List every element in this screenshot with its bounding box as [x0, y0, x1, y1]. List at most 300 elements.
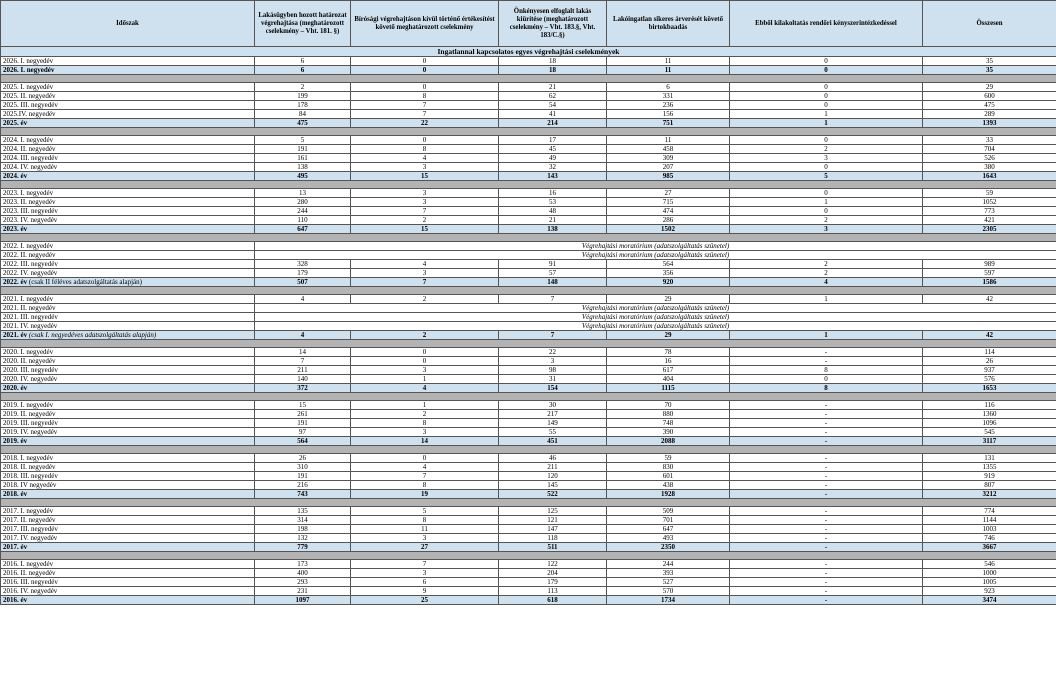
value-cell: 0	[351, 454, 499, 463]
value-cell: 7	[255, 357, 351, 366]
value-cell: 138	[255, 163, 351, 172]
period-label: 2024. IV. negyedév	[1, 163, 255, 172]
separator-cell	[1, 287, 1056, 295]
header-occupied-flat: Önkényesen elfoglalt lakás kiürítése (meghatározott cselekmény – Vht. 183.§, Vht. 183/C.§)	[499, 1, 607, 47]
value-cell: -	[730, 534, 923, 543]
value-cell: 8	[351, 145, 499, 154]
table-row	[1, 534, 1056, 543]
total-value-cell: 1643	[923, 172, 1056, 181]
value-cell: -	[730, 401, 923, 410]
table-row	[1, 304, 1056, 313]
value-cell: 161	[255, 154, 351, 163]
value-cell: 2	[730, 216, 923, 225]
total-label-cell	[1, 437, 255, 446]
table-row	[1, 587, 1056, 596]
total-value-cell: 779	[255, 543, 351, 552]
value-cell: 647	[607, 525, 730, 534]
value-cell: 715	[607, 198, 730, 207]
value-cell: 564	[607, 260, 730, 269]
total-label: 2021. év	[3, 331, 28, 339]
value-cell: 0	[730, 57, 923, 66]
value-cell: 244	[607, 560, 730, 569]
period-label: 2019. IV. negyedév	[1, 428, 255, 437]
total-value-cell: 511	[499, 543, 607, 552]
value-cell: 404	[607, 375, 730, 384]
value-cell: 328	[255, 260, 351, 269]
total-value-cell: 154	[499, 384, 607, 393]
total-label-cell	[1, 225, 255, 234]
value-cell: 179	[255, 269, 351, 278]
period-label: 2026. I. negyedév	[1, 57, 255, 66]
table-row	[1, 410, 1056, 419]
separator-cell	[1, 234, 1056, 242]
value-cell: 62	[499, 92, 607, 101]
period-label: 2016. III. negyedév	[1, 578, 255, 587]
value-cell: 989	[923, 260, 1056, 269]
total-value-cell: 19	[351, 490, 499, 499]
table-row	[1, 454, 1056, 463]
value-cell: 31	[499, 375, 607, 384]
value-cell: 773	[923, 207, 1056, 216]
total-label: 2019. év	[3, 437, 28, 445]
value-cell: 2	[351, 410, 499, 419]
table-row	[1, 560, 1056, 569]
total-value-cell: -	[730, 490, 923, 499]
total-row	[1, 596, 1056, 605]
value-cell: 26	[255, 454, 351, 463]
table-row	[1, 375, 1056, 384]
value-cell: -	[730, 428, 923, 437]
separator-row	[1, 446, 1056, 454]
period-label: 2020. I. negyedév	[1, 348, 255, 357]
period-label: 2018. I. negyedév	[1, 454, 255, 463]
value-cell: 937	[923, 366, 1056, 375]
total-label-cell	[1, 596, 255, 605]
total-value-cell: 27	[351, 543, 499, 552]
value-cell: -	[730, 348, 923, 357]
total-value-cell: 495	[255, 172, 351, 181]
value-cell: 18	[499, 57, 607, 66]
value-cell: 178	[255, 101, 351, 110]
value-cell: 173	[255, 560, 351, 569]
value-cell: 53	[499, 198, 607, 207]
value-cell: 3	[351, 198, 499, 207]
value-cell: 923	[923, 587, 1056, 596]
total-value-cell: 2	[351, 331, 499, 340]
table-row	[1, 463, 1056, 472]
value-cell: 1360	[923, 410, 1056, 419]
value-cell: 0	[730, 92, 923, 101]
total-value-cell: 3667	[923, 543, 1056, 552]
total-value-cell: 751	[607, 119, 730, 128]
value-cell: 1355	[923, 463, 1056, 472]
total-value-cell: 214	[499, 119, 607, 128]
total-value-cell: 2088	[607, 437, 730, 446]
total-value-cell: 372	[255, 384, 351, 393]
total-value-cell: 3212	[923, 490, 1056, 499]
value-cell: 22	[499, 348, 607, 357]
value-cell: -	[730, 587, 923, 596]
table-row	[1, 481, 1056, 490]
value-cell: 4	[351, 463, 499, 472]
table-row	[1, 419, 1056, 428]
total-value-cell: 0	[351, 66, 499, 75]
period-label: 2021. III. negyedév	[1, 313, 255, 322]
period-label: 2019. III. negyedév	[1, 419, 255, 428]
total-label: 2022. év	[3, 278, 28, 286]
total-label: 2023. év	[3, 225, 28, 233]
total-label: 2026. I. negyedév	[3, 66, 55, 74]
moratorium-note: Végrehajtási moratórium (adatszolgáltatás szünetel)	[255, 304, 1056, 313]
value-cell: 576	[923, 375, 1056, 384]
value-cell: -	[730, 454, 923, 463]
value-cell: 29	[923, 83, 1056, 92]
value-cell: -	[730, 472, 923, 481]
value-cell: 1	[351, 401, 499, 410]
value-cell: 546	[923, 560, 1056, 569]
value-cell: 217	[499, 410, 607, 419]
total-row	[1, 490, 1056, 499]
total-value-cell: 3	[730, 225, 923, 234]
value-cell: 231	[255, 587, 351, 596]
total-value-cell: 2350	[607, 543, 730, 552]
period-label: 2020. II. negyedév	[1, 357, 255, 366]
total-value-cell: 5	[730, 172, 923, 181]
value-cell: 1052	[923, 198, 1056, 207]
total-row	[1, 225, 1056, 234]
period-label: 2021. I. negyedév	[1, 295, 255, 304]
value-cell: 244	[255, 207, 351, 216]
value-cell: 3	[351, 534, 499, 543]
value-cell: 199	[255, 92, 351, 101]
value-cell: 8	[351, 516, 499, 525]
period-label: 2024. I. negyedév	[1, 136, 255, 145]
value-cell: 97	[255, 428, 351, 437]
table-row	[1, 313, 1056, 322]
value-cell: 46	[499, 454, 607, 463]
separator-cell	[1, 446, 1056, 454]
value-cell: -	[730, 516, 923, 525]
separator-row	[1, 234, 1056, 242]
value-cell: 774	[923, 507, 1056, 516]
total-value-cell: 507	[255, 278, 351, 287]
table-row	[1, 269, 1056, 278]
value-cell: 45	[499, 145, 607, 154]
value-cell: 147	[499, 525, 607, 534]
period-label: 2024. III. negyedév	[1, 154, 255, 163]
period-label: 2017. IV. negyedév	[1, 534, 255, 543]
total-value-cell: 4	[730, 278, 923, 287]
period-label: 2025.IV. negyedév	[1, 110, 255, 119]
separator-row	[1, 552, 1056, 560]
total-value-cell: 3474	[923, 596, 1056, 605]
value-cell: 2	[730, 260, 923, 269]
value-cell: 30	[499, 401, 607, 410]
total-label-note: (csak II féléves adatszolgáltatás alapján)	[27, 278, 142, 286]
value-cell: 6	[351, 578, 499, 587]
table-row	[1, 348, 1056, 357]
period-label: 2019. I. negyedév	[1, 401, 255, 410]
total-value-cell: 7	[499, 331, 607, 340]
separator-row	[1, 340, 1056, 348]
header-outside-court: Bírósági végrehajtáson kívül történő értékesítést követő meghatározott cselekmény	[351, 1, 499, 47]
value-cell: 830	[607, 463, 730, 472]
total-label-cell	[1, 384, 255, 393]
value-cell: 880	[607, 410, 730, 419]
separator-cell	[1, 340, 1056, 348]
period-label: 2023. IV. negyedév	[1, 216, 255, 225]
value-cell: 314	[255, 516, 351, 525]
separator-cell	[1, 128, 1056, 136]
period-label: 2024. II. negyedév	[1, 145, 255, 154]
total-value-cell: 618	[499, 596, 607, 605]
separator-cell	[1, 552, 1056, 560]
value-cell: 211	[255, 366, 351, 375]
value-cell: 310	[255, 463, 351, 472]
total-value-cell: -	[730, 437, 923, 446]
total-value-cell: 1586	[923, 278, 1056, 287]
value-cell: 0	[730, 101, 923, 110]
value-cell: 211	[499, 463, 607, 472]
value-cell: 919	[923, 472, 1056, 481]
table-row	[1, 260, 1056, 269]
value-cell: 8	[351, 481, 499, 490]
value-cell: 41	[499, 110, 607, 119]
header-housing: Lakásügyben hozott határozat végrehajtása (meghatározott cselekmény – Vht. 181. §)	[255, 1, 351, 47]
total-value-cell: 7	[351, 278, 499, 287]
value-cell: 118	[499, 534, 607, 543]
value-cell: 1	[730, 198, 923, 207]
moratorium-note: Végrehajtási moratórium (adatszolgáltatás szünetel)	[255, 242, 1056, 251]
value-cell: 7	[351, 560, 499, 569]
total-label: 2024. év	[3, 172, 28, 180]
value-cell: 98	[499, 366, 607, 375]
value-cell: 748	[607, 419, 730, 428]
period-label: 2021. II. negyedév	[1, 304, 255, 313]
value-cell: 35	[923, 57, 1056, 66]
total-label: 2020. év	[3, 384, 28, 392]
value-cell: 293	[255, 578, 351, 587]
total-label: 2025. év	[3, 119, 28, 127]
table-row	[1, 163, 1056, 172]
table-row	[1, 92, 1056, 101]
separator-row	[1, 287, 1056, 295]
value-cell: -	[730, 463, 923, 472]
total-label: 2018. év	[3, 490, 28, 498]
total-value-cell: 35	[923, 66, 1056, 75]
value-cell: 6	[607, 83, 730, 92]
table-row	[1, 216, 1056, 225]
total-row	[1, 172, 1056, 181]
value-cell: 70	[607, 401, 730, 410]
separator-cell	[1, 393, 1056, 401]
value-cell: 198	[255, 525, 351, 534]
total-label-cell	[1, 119, 255, 128]
separator-row	[1, 181, 1056, 189]
table-row	[1, 401, 1056, 410]
separator-row	[1, 75, 1056, 83]
value-cell: 3	[351, 269, 499, 278]
table-row	[1, 472, 1056, 481]
value-cell: 42	[923, 295, 1056, 304]
total-value-cell: 25	[351, 596, 499, 605]
total-label-cell	[1, 172, 255, 181]
value-cell: 33	[923, 136, 1056, 145]
period-label: 2022. I. negyedév	[1, 242, 255, 251]
separator-cell	[1, 75, 1056, 83]
value-cell: 54	[499, 101, 607, 110]
value-cell: 701	[607, 516, 730, 525]
total-value-cell: 1393	[923, 119, 1056, 128]
period-label: 2019. II. negyedév	[1, 410, 255, 419]
period-label: 2017. III. negyedév	[1, 525, 255, 534]
total-value-cell: 2305	[923, 225, 1056, 234]
value-cell: 125	[499, 507, 607, 516]
moratorium-note: Végrehajtási moratórium (adatszolgáltatás szünetel)	[255, 313, 1056, 322]
value-cell: 1	[730, 295, 923, 304]
value-cell: -	[730, 410, 923, 419]
value-cell: 8	[351, 419, 499, 428]
value-cell: 390	[607, 428, 730, 437]
total-value-cell: 4	[255, 331, 351, 340]
table-row	[1, 357, 1056, 366]
value-cell: 5	[351, 507, 499, 516]
value-cell: 2	[730, 269, 923, 278]
value-cell: 1	[730, 110, 923, 119]
value-cell: 0	[730, 207, 923, 216]
period-label: 2022. III. negyedév	[1, 260, 255, 269]
value-cell: 8	[730, 366, 923, 375]
value-cell: 570	[607, 587, 730, 596]
value-cell: 438	[607, 481, 730, 490]
value-cell: 59	[923, 189, 1056, 198]
separator-row	[1, 393, 1056, 401]
total-value-cell: -	[730, 543, 923, 552]
value-cell: 458	[607, 145, 730, 154]
value-cell: 545	[923, 428, 1056, 437]
value-cell: 0	[351, 348, 499, 357]
period-label: 2017. II. negyedév	[1, 516, 255, 525]
value-cell: 261	[255, 410, 351, 419]
table-title: Ingatlannal kapcsolatos egyes végrehajtási cselekmények	[1, 47, 1056, 57]
total-row	[1, 543, 1056, 552]
value-cell: 16	[499, 189, 607, 198]
total-value-cell: 564	[255, 437, 351, 446]
table-row	[1, 428, 1056, 437]
table-row	[1, 569, 1056, 578]
total-value-cell: 8	[730, 384, 923, 393]
value-cell: 216	[255, 481, 351, 490]
value-cell: 3	[351, 366, 499, 375]
period-label: 2020. III. negyedév	[1, 366, 255, 375]
value-cell: 280	[255, 198, 351, 207]
moratorium-note: Végrehajtási moratórium (adatszolgáltatás szünetel)	[255, 322, 1056, 331]
total-label: 2016. év	[3, 596, 28, 604]
value-cell: 121	[499, 516, 607, 525]
header-period: Időszak	[1, 1, 255, 47]
value-cell: 0	[351, 83, 499, 92]
value-cell: 11	[351, 525, 499, 534]
total-label: 2017. év	[3, 543, 28, 551]
value-cell: 7	[351, 472, 499, 481]
value-cell: 78	[607, 348, 730, 357]
header-total: Összesen	[923, 1, 1056, 47]
period-label: 2022. IV. negyedév	[1, 269, 255, 278]
value-cell: 26	[923, 357, 1056, 366]
table-row	[1, 366, 1056, 375]
value-cell: 0	[730, 189, 923, 198]
total-label-cell	[1, 66, 255, 75]
period-label: 2025. I. negyedév	[1, 83, 255, 92]
value-cell: 3	[351, 189, 499, 198]
value-cell: 55	[499, 428, 607, 437]
value-cell: 1005	[923, 578, 1056, 587]
value-cell: 0	[730, 375, 923, 384]
total-value-cell: 29	[607, 331, 730, 340]
total-value-cell: 11	[607, 66, 730, 75]
total-row	[1, 384, 1056, 393]
value-cell: 32	[499, 163, 607, 172]
value-cell: 393	[607, 569, 730, 578]
total-value-cell: 1502	[607, 225, 730, 234]
value-cell: 1096	[923, 419, 1056, 428]
value-cell: 4	[255, 295, 351, 304]
period-label: 2021. IV. negyedév	[1, 322, 255, 331]
value-cell: -	[730, 525, 923, 534]
value-cell: 746	[923, 534, 1056, 543]
value-cell: 527	[607, 578, 730, 587]
value-cell: 131	[923, 454, 1056, 463]
table-row	[1, 198, 1056, 207]
total-label-cell	[1, 490, 255, 499]
header-auction-handover: Lakóingatlan sikeres árverését követő birtokbaadás	[607, 1, 730, 47]
value-cell: 7	[351, 207, 499, 216]
value-cell: 0	[730, 163, 923, 172]
total-value-cell: 1115	[607, 384, 730, 393]
table-row	[1, 525, 1056, 534]
value-cell: 4	[351, 154, 499, 163]
value-cell: 113	[499, 587, 607, 596]
value-cell: 0	[351, 57, 499, 66]
value-cell: 49	[499, 154, 607, 163]
value-cell: 1	[351, 375, 499, 384]
total-value-cell: 4	[351, 384, 499, 393]
value-cell: 475	[923, 101, 1056, 110]
value-cell: 309	[607, 154, 730, 163]
separator-row	[1, 499, 1056, 507]
total-value-cell: 138	[499, 225, 607, 234]
value-cell: 601	[607, 472, 730, 481]
total-value-cell: 475	[255, 119, 351, 128]
value-cell: 4	[351, 260, 499, 269]
total-value-cell: 920	[607, 278, 730, 287]
value-cell: 3	[351, 428, 499, 437]
value-cell: 91	[499, 260, 607, 269]
value-cell: -	[730, 560, 923, 569]
value-cell: 116	[923, 401, 1056, 410]
value-cell: 120	[499, 472, 607, 481]
value-cell: 17	[499, 136, 607, 145]
value-cell: 114	[923, 348, 1056, 357]
period-label: 2018. II. negyedév	[1, 463, 255, 472]
value-cell: 11	[607, 136, 730, 145]
value-cell: 0	[351, 357, 499, 366]
value-cell: 14	[255, 348, 351, 357]
table-row	[1, 136, 1056, 145]
period-label: 2018. IV negyedév	[1, 481, 255, 490]
value-cell: -	[730, 481, 923, 490]
total-row	[1, 66, 1056, 75]
